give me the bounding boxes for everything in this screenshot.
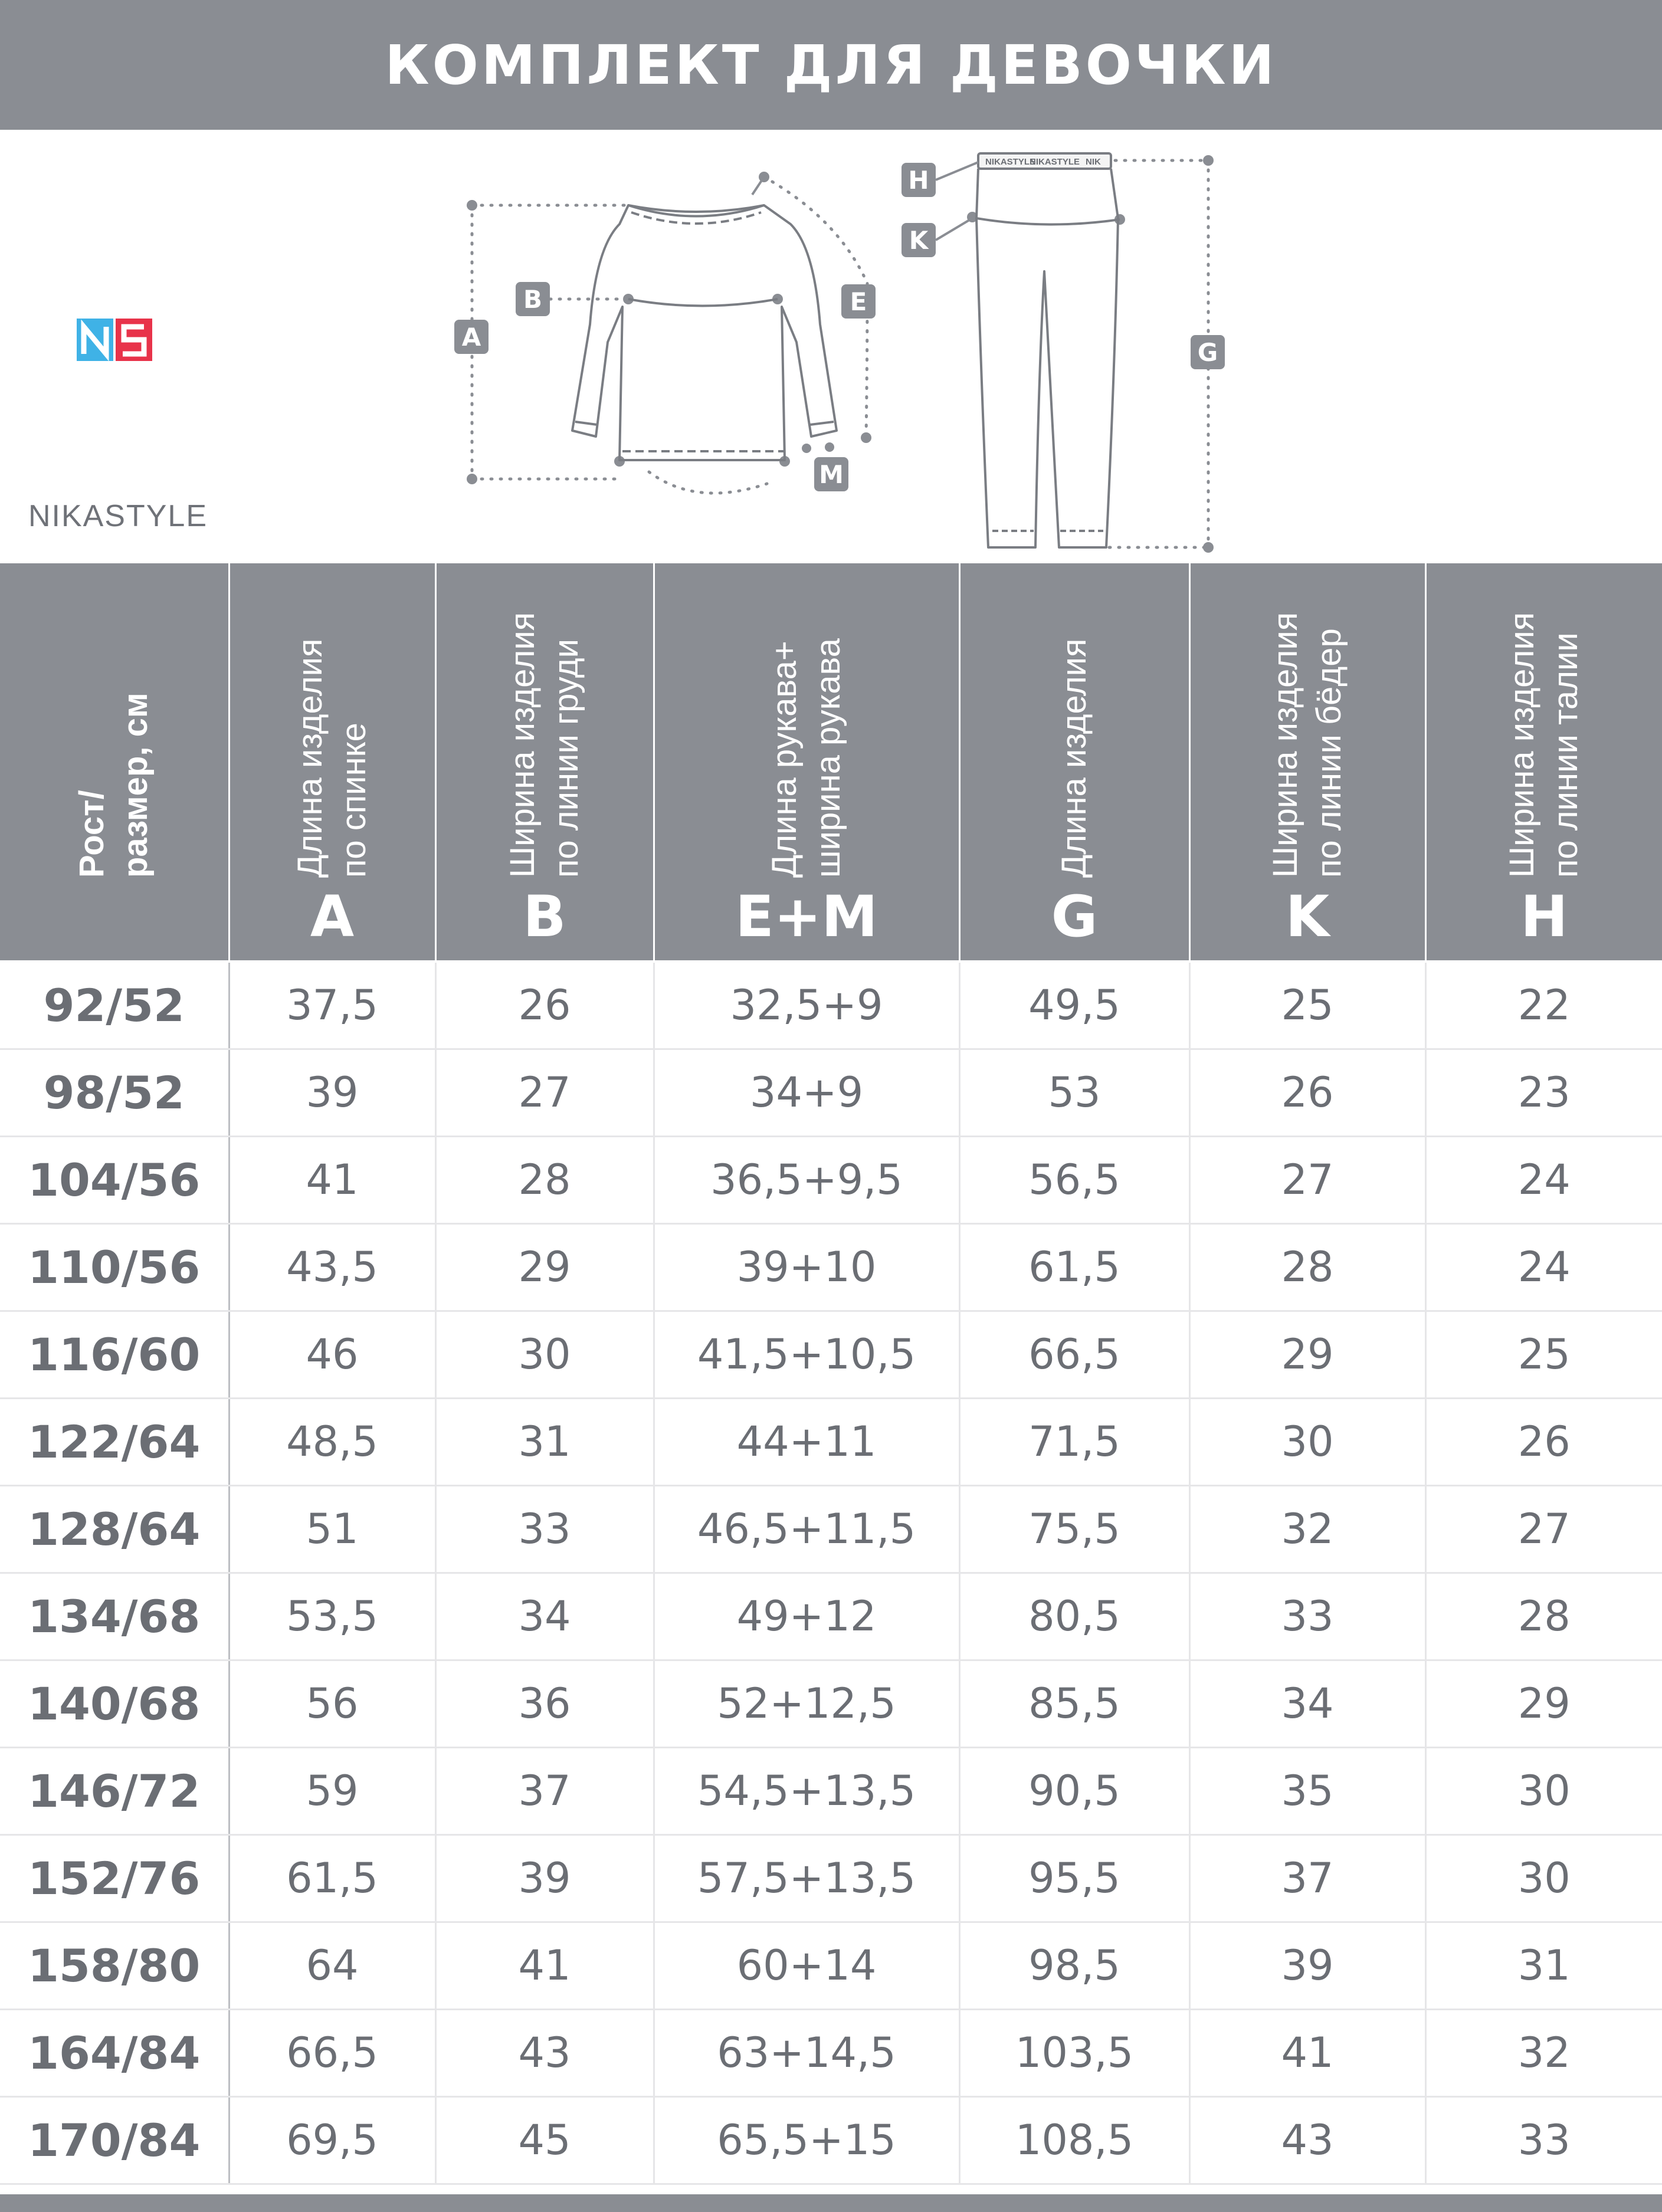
pants-length-cell: 61,5 [959, 1223, 1189, 1311]
back-length-cell: 51 [229, 1485, 435, 1573]
pants-length-cell: 90,5 [959, 1747, 1189, 1834]
table-row [0, 1398, 1662, 1485]
chest-width-cell: 28 [435, 1136, 654, 1223]
sleeve-cell: 65,5+15 [654, 2096, 959, 2184]
table-row [0, 2009, 1662, 2096]
hip-width-cell: 43 [1189, 2096, 1425, 2184]
header-pants-length-code: G [1051, 884, 1098, 950]
waist-width-cell: 32 [1425, 2009, 1662, 2096]
header-pants-length [959, 563, 1189, 961]
pants-length-cell: 71,5 [959, 1398, 1189, 1485]
hip-width-cell: 27 [1189, 1136, 1425, 1223]
label-a: A [461, 323, 481, 352]
pants-length-cell: 53 [959, 1049, 1189, 1136]
pants-length-cell: 49,5 [959, 961, 1189, 1049]
pants-length-cell: 98,5 [959, 1922, 1189, 2009]
label-e: E [850, 287, 867, 316]
hip-width-cell: 33 [1189, 1573, 1425, 1660]
waist-width-cell: 26 [1425, 1398, 1662, 1485]
back-length-cell: 56 [229, 1660, 435, 1747]
brand-logo-icon [77, 319, 153, 366]
sleeve-cell: 34+9 [654, 1049, 959, 1136]
chest-width-cell: 31 [435, 1398, 654, 1485]
sleeve-cell: 39+10 [654, 1223, 959, 1311]
size-cell: 140/68 [0, 1660, 229, 1747]
table-row [0, 1049, 1662, 1136]
table-row [0, 1573, 1662, 1660]
chest-width-cell: 41 [435, 1922, 654, 2009]
back-length-cell: 69,5 [229, 2096, 435, 2184]
hip-width-cell: 32 [1189, 1485, 1425, 1573]
back-length-cell: 53,5 [229, 1573, 435, 1660]
waist-width-cell: 27 [1425, 1485, 1662, 1573]
table-row [0, 961, 1662, 1049]
header-back-length [229, 563, 435, 961]
chest-width-cell: 45 [435, 2096, 654, 2184]
brand [24, 319, 212, 543]
hip-width-cell: 37 [1189, 1834, 1425, 1922]
hip-width-cell: 29 [1189, 1311, 1425, 1398]
chest-width-cell: 43 [435, 2009, 654, 2096]
chest-width-cell: 34 [435, 1573, 654, 1660]
sleeve-cell: 57,5+13,5 [654, 1834, 959, 1922]
chest-width-cell: 39 [435, 1834, 654, 1922]
label-m: M [819, 460, 844, 489]
waistband-text-1: NIKASTYLE [985, 157, 1036, 167]
size-cell: 98/52 [0, 1049, 229, 1136]
size-cell: 170/84 [0, 2096, 229, 2184]
table-row [0, 1485, 1662, 1573]
sleeve-cell: 54,5+13,5 [654, 1747, 959, 1834]
back-length-cell: 39 [229, 1049, 435, 1136]
back-length-cell: 66,5 [229, 2009, 435, 2096]
header-sleeve-label: Длина рукава+ ширина рукава [765, 638, 847, 878]
label-m-badge [814, 457, 848, 491]
table-row [0, 1834, 1662, 1922]
waist-width-cell: 28 [1425, 1573, 1662, 1660]
header-back-length-code: A [310, 884, 355, 950]
back-length-cell: 61,5 [229, 1834, 435, 1922]
header-hip-width-label: Ширина изделия по линии бёдер [1266, 612, 1348, 878]
table-row [0, 2096, 1662, 2184]
chest-width-cell: 33 [435, 1485, 654, 1573]
sleeve-cell: 41,5+10,5 [654, 1311, 959, 1398]
waist-width-cell: 31 [1425, 1922, 1662, 2009]
label-a-badge [454, 320, 489, 354]
table-row [0, 1223, 1662, 1311]
pants-length-cell: 56,5 [959, 1136, 1189, 1223]
chest-width-cell: 26 [435, 961, 654, 1049]
header-back-length-label: Длина изделия по спинке [291, 638, 373, 878]
title-band [0, 0, 1662, 130]
sleeve-cell: 46,5+11,5 [654, 1485, 959, 1573]
label-b-badge [516, 282, 550, 316]
waist-width-cell: 33 [1425, 2096, 1662, 2184]
header-sleeve-code: E+M [735, 884, 878, 950]
waist-width-cell: 23 [1425, 1049, 1662, 1136]
table-row [0, 1311, 1662, 1398]
label-k-badge [902, 223, 936, 257]
label-h: H [908, 166, 929, 195]
hip-width-cell: 41 [1189, 2009, 1425, 2096]
hip-width-cell: 39 [1189, 1922, 1425, 2009]
hip-width-cell: 28 [1189, 1223, 1425, 1311]
header-hip-width-code: K [1285, 884, 1330, 950]
garment-illustration [0, 130, 1662, 560]
header-size-label: Рост/ размер, см [73, 693, 155, 878]
size-cell: 110/56 [0, 1223, 229, 1311]
hip-width-cell: 34 [1189, 1660, 1425, 1747]
label-g: G [1197, 338, 1218, 367]
pants-length-cell: 95,5 [959, 1834, 1189, 1922]
size-cell: 152/76 [0, 1834, 229, 1922]
back-length-cell: 41 [229, 1136, 435, 1223]
header-sleeve [654, 563, 959, 961]
label-k: K [909, 226, 929, 255]
header-waist-width-code: H [1520, 884, 1568, 950]
label-h-badge [902, 163, 936, 197]
waist-width-cell: 24 [1425, 1223, 1662, 1311]
size-cell: 92/52 [0, 961, 229, 1049]
header-chest-width [435, 563, 654, 961]
size-cell: 122/64 [0, 1398, 229, 1485]
label-e-badge [841, 284, 876, 319]
table-row [0, 1660, 1662, 1747]
label-g-badge [1191, 335, 1225, 369]
sleeve-cell: 49+12 [654, 1573, 959, 1660]
chest-width-cell: 27 [435, 1049, 654, 1136]
chest-width-cell: 30 [435, 1311, 654, 1398]
back-length-cell: 59 [229, 1747, 435, 1834]
size-cell: 164/84 [0, 2009, 229, 2096]
sleeve-cell: 52+12,5 [654, 1660, 959, 1747]
waist-width-cell: 22 [1425, 961, 1662, 1049]
chest-width-cell: 29 [435, 1223, 654, 1311]
label-b: B [523, 285, 543, 314]
waist-width-cell: 25 [1425, 1311, 1662, 1398]
hip-width-cell: 25 [1189, 961, 1425, 1049]
waist-width-cell: 30 [1425, 1747, 1662, 1834]
header-chest-width-label: Ширина изделия по линии груди [503, 612, 585, 878]
hip-width-cell: 26 [1189, 1049, 1425, 1136]
table-body [0, 961, 1662, 2184]
back-length-cell: 37,5 [229, 961, 435, 1049]
pants-length-cell: 103,5 [959, 2009, 1189, 2096]
waistband-text-2: NIKASTYLE [1030, 157, 1080, 167]
hip-width-cell: 30 [1189, 1398, 1425, 1485]
pants-length-cell: 75,5 [959, 1485, 1189, 1573]
table-header-row [0, 563, 1662, 961]
waist-width-cell: 29 [1425, 1660, 1662, 1747]
sleeve-cell: 60+14 [654, 1922, 959, 2009]
header-chest-width-code: B [523, 884, 566, 950]
header-pants-length-label: Длина изделия [1055, 638, 1093, 878]
back-length-cell: 46 [229, 1311, 435, 1398]
header-size [0, 563, 229, 961]
size-cell: 104/56 [0, 1136, 229, 1223]
waist-width-cell: 24 [1425, 1136, 1662, 1223]
pants-length-cell: 66,5 [959, 1311, 1189, 1398]
bottom-band [0, 2194, 1662, 2212]
chest-width-cell: 37 [435, 1747, 654, 1834]
size-cell: 146/72 [0, 1747, 229, 1834]
back-length-cell: 48,5 [229, 1398, 435, 1485]
header-waist-width [1425, 563, 1662, 961]
sleeve-cell: 63+14,5 [654, 2009, 959, 2096]
waistband-text-3: NIK [1086, 157, 1101, 167]
header-waist-width-label: Ширина изделия по линии талии [1503, 612, 1585, 878]
sleeve-cell: 44+11 [654, 1398, 959, 1485]
size-cell: 134/68 [0, 1573, 229, 1660]
pants-length-cell: 85,5 [959, 1660, 1189, 1747]
page-title: КОМПЛЕКТ ДЛЯ ДЕВОЧКИ [385, 33, 1277, 97]
pants-length-cell: 80,5 [959, 1573, 1189, 1660]
table-row [0, 1922, 1662, 2009]
table-row [0, 1136, 1662, 1223]
size-table [0, 563, 1662, 2185]
back-length-cell: 43,5 [229, 1223, 435, 1311]
size-cell: 116/60 [0, 1311, 229, 1398]
sleeve-cell: 36,5+9,5 [654, 1136, 959, 1223]
header-hip-width [1189, 563, 1425, 961]
brand-name: NIKASTYLE [28, 499, 208, 533]
sleeve-cell: 32,5+9 [654, 961, 959, 1049]
garment-diagram [0, 130, 1662, 560]
waist-width-cell: 30 [1425, 1834, 1662, 1922]
size-cell: 128/64 [0, 1485, 229, 1573]
size-cell: 158/80 [0, 1922, 229, 2009]
back-length-cell: 64 [229, 1922, 435, 2009]
table-row [0, 1747, 1662, 1834]
pants-length-cell: 108,5 [959, 2096, 1189, 2184]
chest-width-cell: 36 [435, 1660, 654, 1747]
hip-width-cell: 35 [1189, 1747, 1425, 1834]
